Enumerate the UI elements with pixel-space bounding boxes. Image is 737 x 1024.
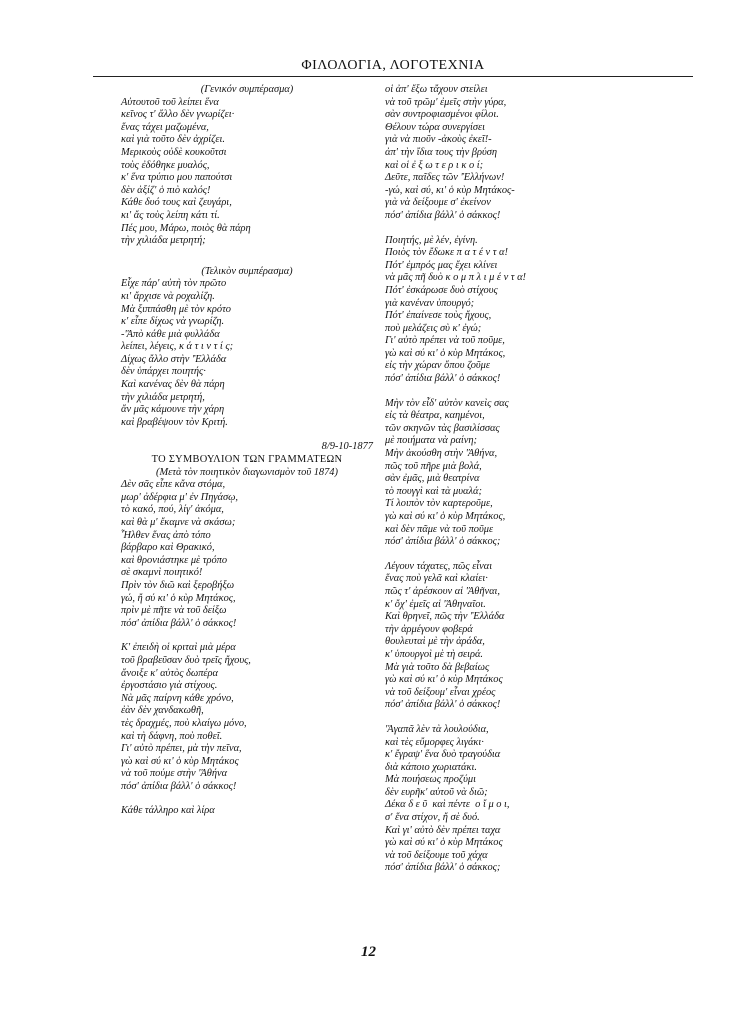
poem-subtitle: (Μετὰ τὸν ποιητικὸν διαγωνισμὸν τοῦ 1874) xyxy=(156,466,338,478)
verse-line: καὶ τὴ δάφνη, ποὺ ποθεῖ. xyxy=(121,730,223,742)
verse-line: Μὰ ξιππάσθη μὲ τὸν κρότο xyxy=(121,303,232,315)
verse-line: πόσ' ἀπίδια βάλλ' ὁ σάκκος! xyxy=(385,209,501,221)
verse-line: ἄνοιξε κ' αὐτὸς δωπέρα xyxy=(121,667,218,679)
verse-line: Ἦλθεν ἕνας ἀπὸ τόπο xyxy=(121,529,211,541)
section-heading-general: (Γενικόν συμπέρασμα) xyxy=(200,84,294,95)
verse-line: γὼ καὶ σύ κι' ὁ κὺρ Μητάκος xyxy=(385,674,503,686)
verse-line: κ' ἕνα τρύπιο μου παπούτσι xyxy=(121,172,233,184)
verse-line: πρὶν μὲ πῆτε νὰ τοῦ δείξω xyxy=(121,605,227,617)
verse-line: κ' ὄχ' ἐμεῖς αἱ 'Ἀθηναῖοι. xyxy=(385,598,486,610)
verse-line: Εἶχε πάρ' αὐτὴ τὸν πρῶτο xyxy=(121,278,227,290)
verse-line: δὲν ἀξίζ' ὁ πιὸ καλός! xyxy=(121,184,211,196)
verse-line: νὰ τοῦ πούμε στὴν 'Ἀθήνα xyxy=(121,768,228,780)
verse-line: ἀπ' τὴν ἴδια τους τὴν βρύση xyxy=(385,146,498,158)
verse-line: Μὴν τὸν εἶδ' αὐτὸν κανεὶς σας xyxy=(385,397,509,409)
verse-line: σ' ἕνα στίχον, ἤ σὲ δυό. xyxy=(385,812,480,824)
verse-line: Νὰ μᾶς παίρνη κάθε χρόνο, xyxy=(121,692,234,704)
header-rule xyxy=(93,76,693,77)
verse-line: Καὶ θρηνεῖ, πῶς τὴν 'Ἑλλάδα xyxy=(385,611,505,623)
verse-line: τοῦ βραβεῦσαν δυὸ τρεῖς ἤχους, xyxy=(121,654,251,666)
verse-line: Πρὶν τὸν διῶ καὶ ξεροβήξω xyxy=(121,579,235,591)
verse-line: καὶ θὰ μ' ἔκαμνε νὰ σκάσω; xyxy=(121,517,236,528)
verse-line: γὼ καὶ σύ κι' ὁ κὺρ Μητάκος xyxy=(121,755,239,767)
verse-line: δὲν ευρῆκ' αὐτοῦ νὰ διῶ; xyxy=(385,786,488,798)
verse-line: κι' ἄρχισε νὰ ροχαλίζη. xyxy=(121,290,215,302)
verse-line: Δίχως ἄλλο στὴν 'Ἑλλάδα xyxy=(121,353,227,365)
verse-line: 'Ἀγαπᾶ λὲν τὰ λουλούδια, xyxy=(385,723,489,735)
verse-line: γὼ καὶ σύ κι' ὁ κὺρ Μητάκος xyxy=(385,837,503,849)
stanza xyxy=(385,398,685,549)
verse-line: γιὰ νὰ πιοῦν -ἀκοὺς ἐκεῖ!- xyxy=(385,134,492,146)
verse-line: πόσ' ἀπίδια βάλλ' ὁ σάκκος! xyxy=(385,699,501,711)
stanza xyxy=(385,724,685,875)
verse-line: λείπει, λέγεις, κ ά τ ι ν τ ί ς; xyxy=(121,341,234,353)
stanza xyxy=(121,97,373,248)
verse-line: Πές μου, Μάρω, ποιὸς θὰ πάρη xyxy=(121,222,251,234)
stanza xyxy=(121,479,373,630)
verse-line: νὰ τοῦ δείξουμ' εἶναι χρέος xyxy=(385,686,496,698)
verse-line: γὼ καὶ σύ κι' ὁ κὺρ Μητάκος, xyxy=(385,511,506,522)
verse-line: Γι' αὐτὸ πρέπει, μὰ τὴν πεῖνα, xyxy=(121,743,242,755)
verse-line: γιὰ κανέναν ὑπουργό; xyxy=(385,297,475,309)
verse-line: κεῖνος τ' ἄλλο δὲν γνωρίζει· xyxy=(121,109,235,121)
verse-line: Δέκα δ ε ῦ καὶ πέντε ο ἴ μ ο ι, xyxy=(385,799,510,811)
verse-line: ἕνας ποὺ γελᾶ καὶ κλαίει· xyxy=(385,573,488,585)
verse-line: διὰ κάποιο χωριατάκι. xyxy=(385,761,477,773)
verse-line: Λέγουν τάχατες, πῶς εἶναι xyxy=(385,560,493,572)
verse-line: Δεῦτε, παῖδες τῶν 'Ἑλλήνων! xyxy=(385,172,505,184)
verse-line: πόσ' ἀπίδια βάλλ' ὁ σάκκος; xyxy=(385,536,501,548)
verse-line: ἐὰν δὲν χανδακωθῆ, xyxy=(121,705,204,717)
verse-line: θουλευταὶ μὲ τὴν ἀράδα, xyxy=(385,636,485,648)
verse-line: πόσ' ἀπίδια βάλλ' ὁ σάκκος! xyxy=(121,617,237,629)
verse-line: μωρ' ἀδέρφια μ' ἐν Πηγάσῳ, xyxy=(121,491,239,503)
verse-line: ἕνας τάχει μαζωμένα, xyxy=(121,121,209,133)
verse-line: Μὰ ποιήσεως προζύμι xyxy=(385,774,476,786)
verse-line: Ποιητής, μὲ λέν, ἐγίνη. xyxy=(385,234,478,246)
verse-line: καὶ θρονιάστηκε μὲ τρόπο xyxy=(121,554,228,566)
poem-title: ΤΟ ΣΥΜΒΟΥΛΙΟΝ ΤΩΝ ΓΡΑΜΜΑΤΕΩΝ xyxy=(151,454,343,466)
verse-line: Κάθε τάλληρο καὶ λίρα xyxy=(121,805,215,817)
verse-line: Αὐτουτοῦ τοῦ λείπει ἕνα xyxy=(121,96,219,108)
section-heading-final: (Τελικὸν συμπέρασμα) xyxy=(201,265,293,277)
page-number: 12 xyxy=(361,944,376,960)
stanza xyxy=(121,642,373,793)
verse-line: τὸ πουγγὶ καὶ τὰ μυαλά; xyxy=(385,485,482,497)
verse-line: Κ' ἐπειδὴ οἱ κριταὶ μιὰ μέρα xyxy=(121,642,236,654)
verse-line: καὶ οἱ ἐ ξ ω τ ε ρ ι κ ο ί; xyxy=(385,159,484,171)
verse-line: καὶ δὲν πᾶμε νὰ τοῦ ποῦμε xyxy=(385,523,494,535)
verse-line: τοὺς ἐδόθηκε μυαλός, xyxy=(121,159,210,171)
verse-line: σὰν συντροφιασμένοι φίλοι. xyxy=(385,109,499,121)
verse-line: Πότ' ἐπαίνεσε τοὺς ἤχους, xyxy=(385,310,492,322)
verse-line: κ' ἔγραψ' ἕνα δυὸ τραγούδια xyxy=(385,749,501,761)
verse-line: Πότ' ἐσκάρωσε δυὸ στίχους xyxy=(385,284,498,296)
stanza xyxy=(121,278,373,429)
verse-line: Θέλουν τώρα συνεργίσει xyxy=(385,121,485,133)
verse-line: πόσ' ἀπίδια βάλλ' ὁ σάκκος; xyxy=(385,862,501,874)
verse-line: ἐργοστάσιο γιὰ στίχους. xyxy=(121,680,218,692)
verse-line: Μὰ γιὰ τοῦτο δὰ βεβαίως xyxy=(385,661,490,673)
verse-line: -'Ἀπὸ κάθε μιὰ φυλλάδα xyxy=(121,328,220,340)
verse-line: Γι' αὐτὸ πρέπει νὰ τοῦ ποῦμε, xyxy=(385,335,505,347)
stanza xyxy=(385,561,685,712)
verse-line: νὰ τοῦ τρῶμ' ἐμεῖς στὴν γύρα, xyxy=(385,96,507,108)
verse-line: Ποιὸς τὸν ἔδωκε π α τ έ ν τ α! xyxy=(385,247,508,259)
verse-line: Δὲν σᾶς εἶπε κἄνα στόμα, xyxy=(121,479,226,491)
verse-line: Καὶ γι' αὐτὸ δὲν πρέπει ταχα xyxy=(385,824,501,836)
verse-line: κι' ἄς τοὺς λείπη κάτι τί. xyxy=(121,209,220,221)
verse-line: σὲ σκαμνὶ ποιητικό! xyxy=(121,567,203,579)
left-column xyxy=(121,84,373,818)
verse-line: γὼ καὶ σύ κι' ὁ κὺρ Μητάκος, xyxy=(385,347,506,359)
verse-line: βάρβαρο καὶ Θρακικό, xyxy=(121,542,215,554)
right-column xyxy=(385,84,685,887)
verse-line: τὴν χιλιάδα μετρητή, xyxy=(121,391,205,403)
verse-line: γιὰ νὰ δείξουμε σ' ἐκείνον xyxy=(385,197,491,209)
verse-line: δὲν ὑπάρχει ποιητής· xyxy=(121,366,206,378)
verse-line: Μερικοὺς οὐδὲ κουκοῦτσι xyxy=(121,146,227,158)
verse-line: Καὶ κανένας δὲν θὰ πάρη xyxy=(121,379,225,391)
running-header: ΦΙΛΟΛΟΓΙΑ, ΛΟΓΟΤΕΧΝΙΑ xyxy=(301,58,485,73)
verse-line: τὴν χιλιάδα μετρητή; xyxy=(121,235,206,247)
verse-line: γώ, ἤ σύ κι' ὁ κὺρ Μητάκος, xyxy=(121,592,236,604)
verse-line: οἱ ἀπ' ἔξω τἄχουν στείλει xyxy=(385,84,488,95)
verse-line: πόσ' ἀπίδια βάλλ' ὁ σάκκος! xyxy=(385,373,501,385)
verse-line: τὲς δραχμές, ποὺ κλαίγω μόνο, xyxy=(121,717,247,729)
verse-line: πῶς τ' ἀρέσκουν αἱ 'Ἀθῆναι, xyxy=(385,585,501,597)
verse-line: καὶ τὲς εὔμορφες λιγάκι· xyxy=(385,736,484,748)
verse-line: κ' εἶπε δίχως νὰ γνωρίζη. xyxy=(121,316,225,328)
verse-line: μὲ ποιήματα νὰ ραίνη; xyxy=(385,435,478,447)
verse-line: ποὺ μελάζεις σὺ κ' ἐγώ; xyxy=(385,322,482,334)
verse-line: Μὴν ἀκούσθη στὴν 'Ἀθήνα, xyxy=(385,448,498,460)
verse-line: πόσ' ἀπίδια βάλλ' ὁ σάκκος! xyxy=(121,780,237,792)
stanza xyxy=(385,235,685,386)
verse-line: τῶν σκηνῶν τὰς βασιλίσσας xyxy=(385,422,500,434)
stanza xyxy=(385,84,685,223)
verse-line: τὴν ἀρμέγουν φοβερά xyxy=(385,623,473,635)
verse-line: πῶς τοῦ πῆρε μιὰ βολά, xyxy=(385,460,482,472)
verse-line: νὰ τοῦ δείξουμε τοῦ χάχα xyxy=(385,849,488,861)
verse-line: σὰν ἐμᾶς, μιὰ θεατρίνα xyxy=(385,473,480,485)
verse-line: καὶ βραβέψουν τὸν Κριτή. xyxy=(121,416,228,428)
verse-line: τὸ κακό, πού, λίγ' ἀκόμα, xyxy=(121,504,224,516)
verse-line: Κάθε δυό τους καὶ ζευγάρι, xyxy=(121,197,232,209)
verse-line: εἰς τὴν χώραν ὅπου ζοῦμε xyxy=(385,360,490,372)
verse-line: ἄν μᾶς κάμουνε τὴν χάρη xyxy=(121,404,225,416)
verse-line: Τί λοιπὸν τὸν καρτεροῦμε, xyxy=(385,498,493,510)
verse-line: κ' ὑπουργοὶ μὲ τὴ σειρά. xyxy=(385,648,484,660)
verse-line: νὰ μᾶς πῆ δυὸ κ ο μ π λ ι μ έ ν τ α! xyxy=(385,272,527,284)
verse-line: εἰς τὰ θέατρα, καημένοι, xyxy=(385,410,485,422)
verse-line: -γώ, καὶ σύ, κι' ὁ κὺρ Μητάκος- xyxy=(385,184,515,196)
verse-line: καὶ γιὰ τοῦτο δὲν ἀχρίζει. xyxy=(121,134,225,146)
poem-date: 8/9-10-1877 xyxy=(321,441,373,453)
verse-line: Πότ' ἐμπρός μας ἔχει κλίνει xyxy=(385,259,498,271)
